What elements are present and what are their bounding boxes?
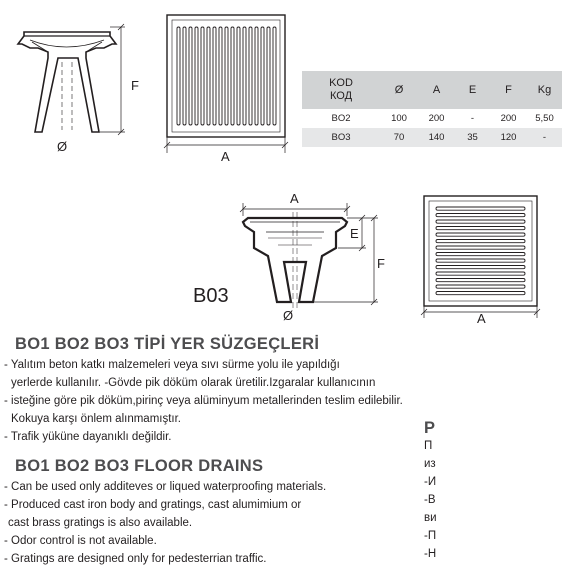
cell-code: BO2 [302, 109, 380, 128]
header-diameter: Ø [380, 71, 418, 109]
table-row [302, 128, 562, 147]
table-row [302, 109, 562, 128]
grate-slot [436, 214, 525, 217]
grate-slot [201, 27, 204, 125]
spec-table [302, 71, 562, 147]
grate-slot [436, 279, 525, 282]
header-a: A [418, 71, 455, 109]
cell-kg: - [527, 128, 562, 147]
cell-f: 200 [490, 109, 527, 128]
drain-section-bottom [243, 212, 347, 308]
grate-slot [177, 27, 180, 125]
english-line: - Produced cast iron body and gratings, cast alumimium or [4, 499, 302, 511]
spec-table-header [302, 71, 562, 109]
russian-line: -И [424, 476, 437, 488]
cell-kg: 5,50 [527, 109, 562, 128]
header-kg: Kg [527, 71, 562, 109]
grate-slot [213, 27, 216, 125]
english-line: - Gratings are designed only for pedesterrian traffic. [4, 553, 267, 565]
grate-slot [436, 233, 525, 236]
grate-slot [436, 272, 525, 275]
english-line: cast brass gratings is also available. [8, 517, 193, 529]
english-line: - Odor control is not available. [4, 535, 157, 547]
russian-line: ви [424, 512, 437, 524]
grate-slot [436, 220, 525, 223]
russian-line: -В [424, 494, 436, 506]
grate-slot [267, 27, 270, 125]
grate-top [167, 15, 285, 137]
english-line: - Can be used only additeves or liqued waterproofing materials. [4, 481, 327, 493]
header-kod-cyrillic: КОД [329, 90, 353, 102]
turkish-line: - isteğine göre pik döküm,pirinç veya alüminyum metallerinden teslim edilebilir. [4, 395, 403, 407]
grate-slot [436, 266, 525, 269]
dim-f-bottom-label: F [377, 256, 385, 271]
drain-section-top [18, 32, 116, 132]
header-f: F [490, 71, 527, 109]
russian-line: из [424, 458, 436, 470]
grate-slot [273, 27, 276, 125]
grate-slot [249, 27, 252, 125]
cell-diameter: 100 [380, 109, 418, 128]
cell-e: - [455, 109, 490, 128]
grate-slot [225, 27, 228, 125]
grate-slot [436, 207, 525, 210]
grate-slot [436, 259, 525, 262]
grate-slot [436, 292, 525, 295]
header-e: E [455, 71, 490, 109]
turkish-line: - Trafik yüküne dayanıklı değildir. [4, 431, 172, 443]
grate-slot [207, 27, 210, 125]
grate-slot [255, 27, 258, 125]
cell-f: 120 [490, 128, 527, 147]
dim-a-grate-bottom-label: A [477, 311, 486, 326]
dim-f-top-label: F [131, 78, 139, 93]
turkish-line: - Yalıtım beton katkı malzemeleri veya sıvı sürme yolu ile yapıldığı [4, 359, 340, 371]
russian-line: П [424, 440, 433, 452]
model-label: B03 [193, 285, 229, 307]
header-kod [302, 71, 380, 109]
grate-bottom [424, 196, 537, 306]
turkish-line: yerlerde kullanılır. -Gövde pik döküm olarak üretilir.Izgaralar kullanıcının [11, 377, 376, 389]
turkish-line: Kokuya karşı önlem alınmamıştır. [11, 413, 182, 425]
turkish-title: BO1 BO2 BO3 TİPİ YER SÜZGEÇLERİ [15, 335, 320, 353]
grate-slot [189, 27, 192, 125]
grate-slot [183, 27, 186, 125]
english-title: BO1 BO2 BO3 FLOOR DRAINS [15, 457, 264, 475]
dim-diameter-bottom-label: Ø [283, 308, 294, 323]
cell-a: 140 [418, 128, 455, 147]
cell-a: 200 [418, 109, 455, 128]
cell-e: 35 [455, 128, 490, 147]
grate-slot [436, 285, 525, 288]
grate-slot [237, 27, 240, 125]
grate-slot [219, 27, 222, 125]
cell-diameter: 70 [380, 128, 418, 147]
cell-code: BO3 [302, 128, 380, 147]
dim-diameter-top-label: Ø [57, 139, 68, 154]
russian-line: -Н [424, 548, 437, 560]
grate-slot [436, 253, 525, 256]
grate-slot [231, 27, 234, 125]
grate-slot [243, 27, 246, 125]
grate-slot [436, 240, 525, 243]
header-kod-latin: KOD [329, 77, 353, 89]
dim-a-bottom-label: A [290, 191, 299, 206]
dim-e-bottom-label: E [350, 226, 359, 241]
grate-slot [195, 27, 198, 125]
dim-a-top-label: A [221, 149, 230, 164]
russian-title: Р [424, 419, 436, 437]
grate-slot [261, 27, 264, 125]
grate-slot [436, 227, 525, 230]
grate-slot [436, 246, 525, 249]
russian-line: -П [424, 530, 437, 542]
